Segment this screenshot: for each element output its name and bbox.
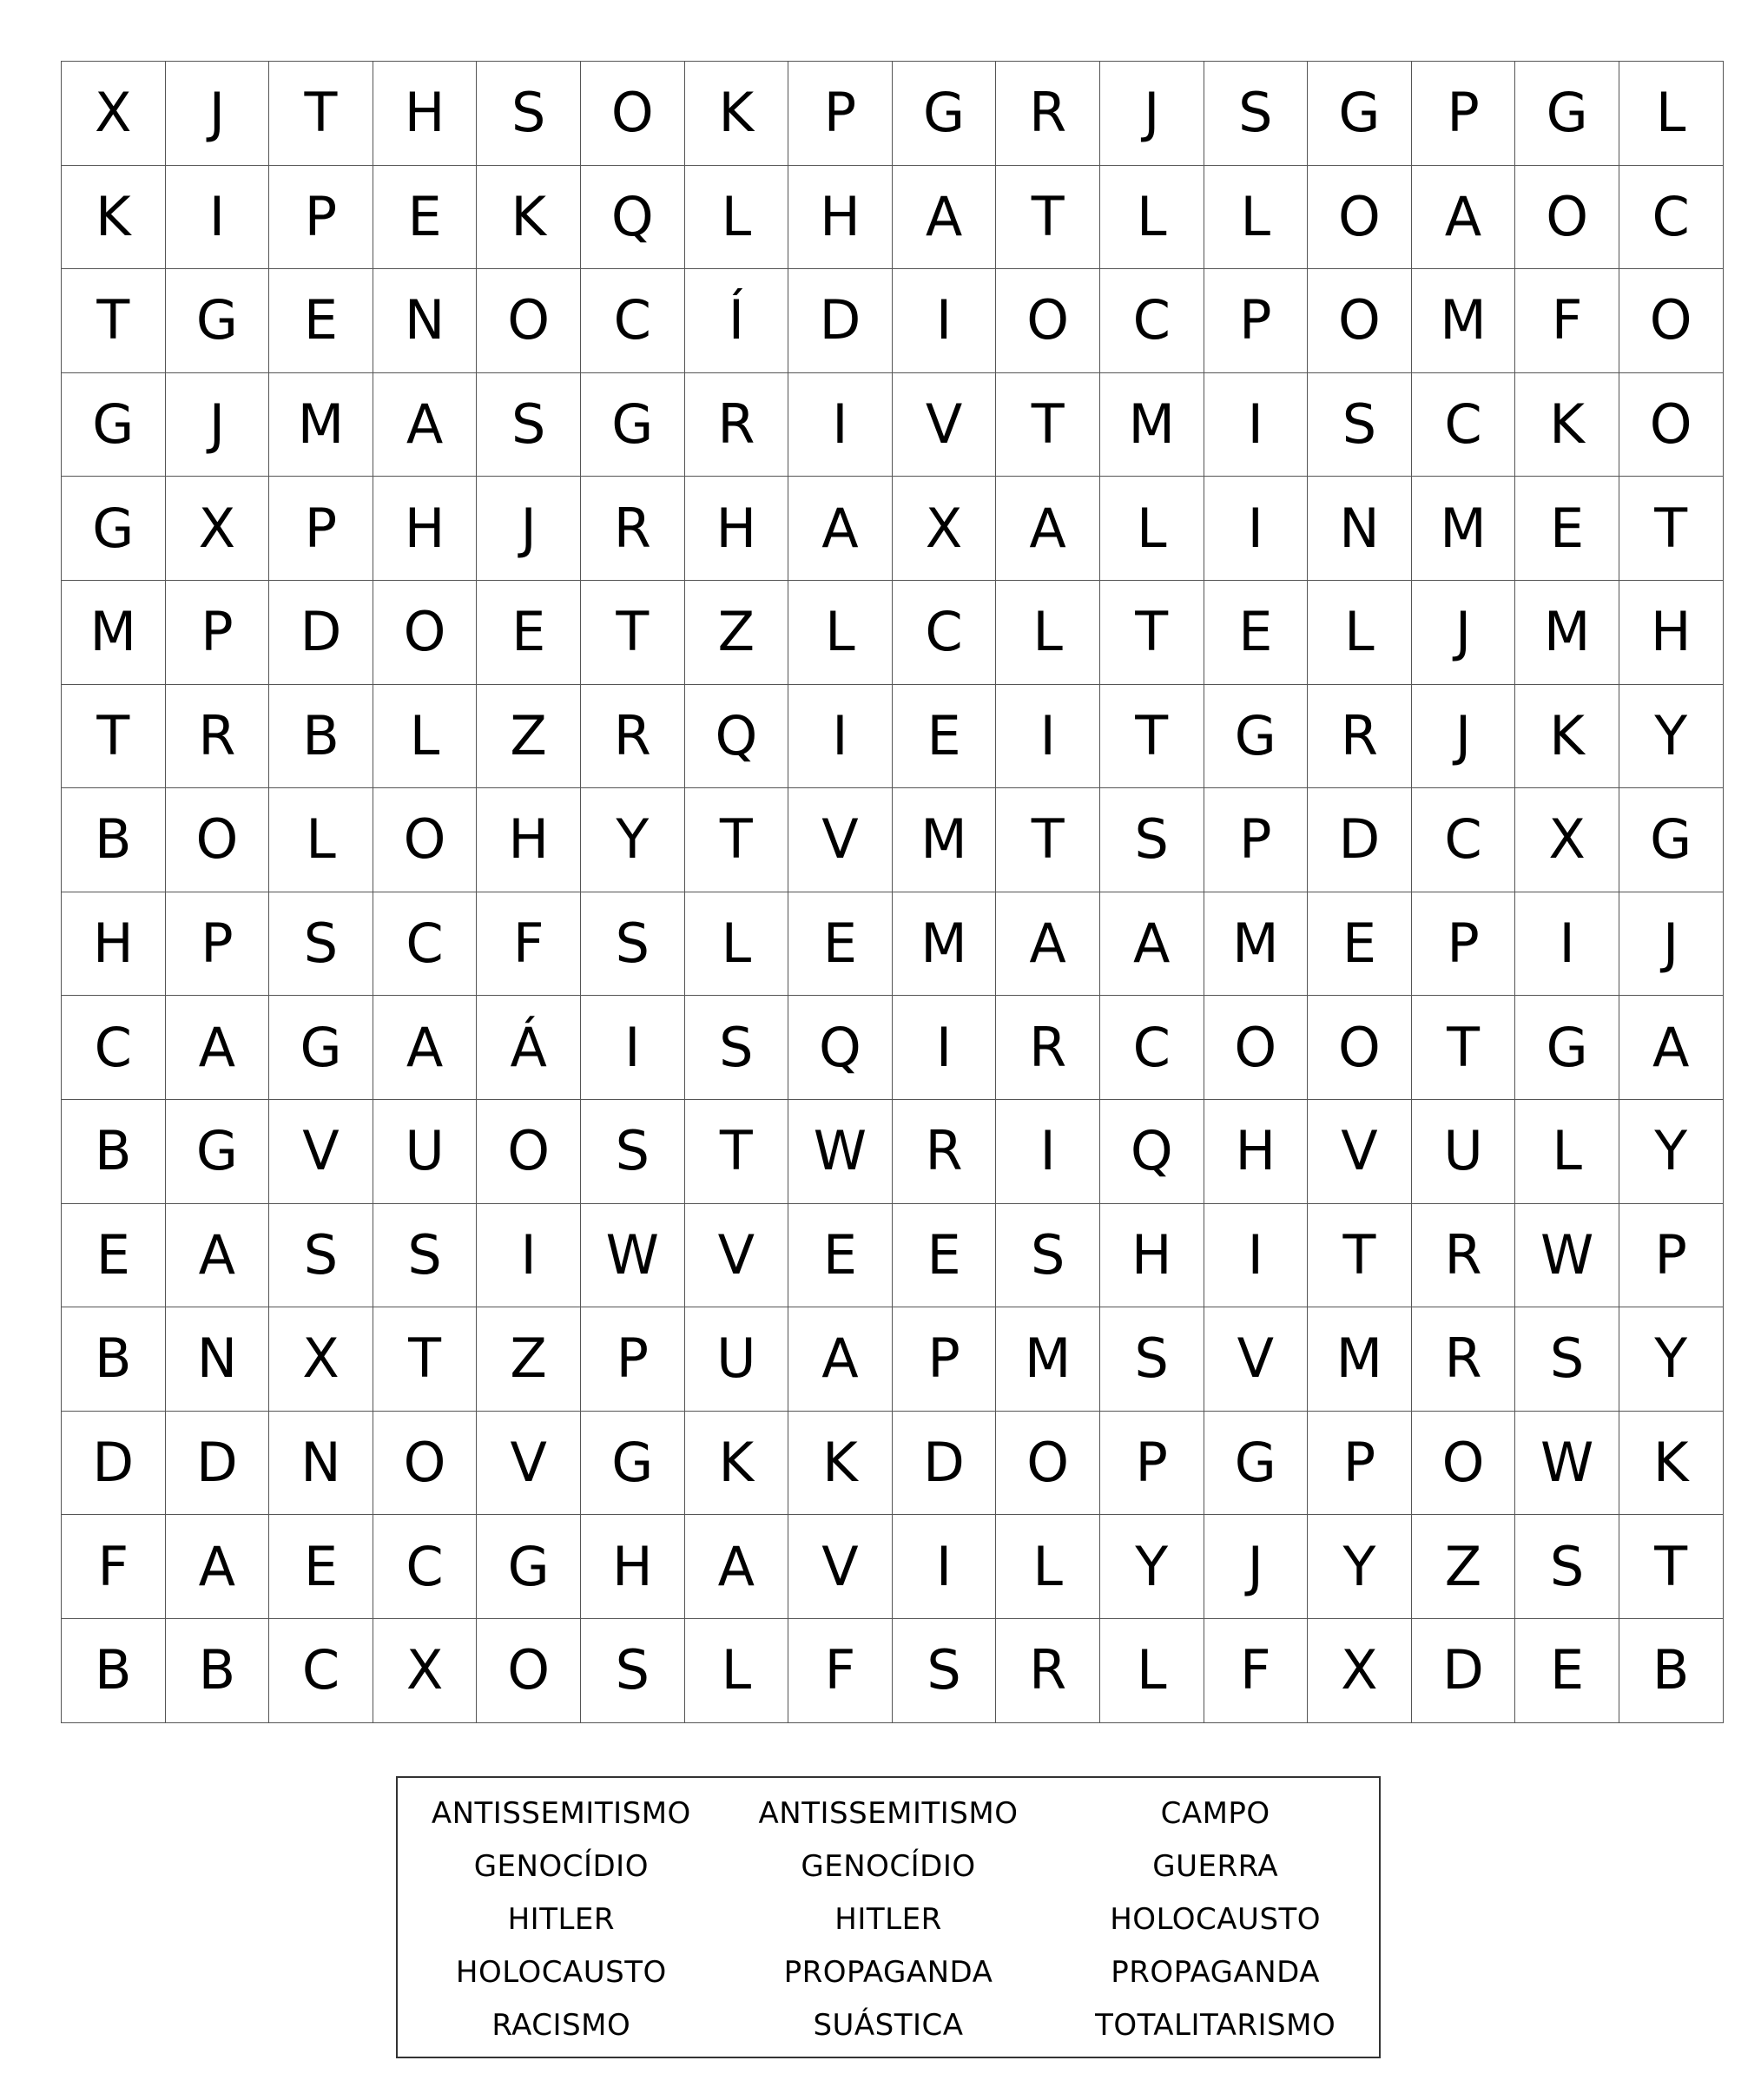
grid-cell[interactable]: E bbox=[1204, 581, 1309, 685]
grid-cell[interactable]: W bbox=[788, 1100, 893, 1204]
grid-cell[interactable]: V bbox=[1308, 1100, 1412, 1204]
grid-cell[interactable]: C bbox=[581, 269, 685, 373]
grid-cell[interactable]: D bbox=[166, 1412, 270, 1516]
grid-cell[interactable]: I bbox=[893, 1515, 997, 1619]
grid-cell[interactable]: H bbox=[1204, 1100, 1309, 1204]
grid-cell[interactable]: Z bbox=[477, 1307, 581, 1412]
grid-cell[interactable]: G bbox=[581, 1412, 685, 1516]
grid-cell[interactable]: O bbox=[373, 1412, 478, 1516]
grid-cell[interactable]: H bbox=[373, 477, 478, 581]
grid-cell[interactable]: R bbox=[996, 1619, 1100, 1723]
grid-cell[interactable]: G bbox=[1204, 685, 1309, 789]
grid-cell[interactable]: S bbox=[373, 1204, 478, 1308]
grid-cell[interactable]: E bbox=[893, 1204, 997, 1308]
word-list-item: ANTISSEMITISMO bbox=[758, 1795, 1019, 1831]
grid-cell[interactable]: V bbox=[1204, 1307, 1309, 1412]
grid-cell[interactable]: I bbox=[1204, 373, 1309, 477]
grid-cell[interactable]: Y bbox=[1308, 1515, 1412, 1619]
word-list-item: CAMPO bbox=[1160, 1795, 1270, 1831]
grid-cell[interactable]: V bbox=[477, 1412, 581, 1516]
grid-cell[interactable]: O bbox=[1412, 1412, 1516, 1516]
grid-cell[interactable]: S bbox=[996, 1204, 1100, 1308]
word-list-item: ANTISSEMITISMO bbox=[431, 1795, 691, 1831]
grid-cell[interactable]: A bbox=[1100, 892, 1204, 997]
grid-cell[interactable]: S bbox=[477, 62, 581, 166]
grid-cell[interactable]: T bbox=[1619, 477, 1724, 581]
grid-cell[interactable]: E bbox=[1515, 477, 1619, 581]
grid-cell[interactable]: X bbox=[373, 1619, 478, 1723]
grid-cell[interactable]: S bbox=[581, 1619, 685, 1723]
grid-cell[interactable]: L bbox=[685, 166, 789, 270]
grid-cell[interactable]: T bbox=[1308, 1204, 1412, 1308]
grid-cell[interactable]: Y bbox=[1100, 1515, 1204, 1619]
grid-cell[interactable]: G bbox=[1515, 996, 1619, 1100]
grid-cell[interactable]: R bbox=[1412, 1307, 1516, 1412]
grid-cell[interactable]: I bbox=[1204, 1204, 1309, 1308]
grid-cell[interactable]: A bbox=[373, 996, 478, 1100]
grid-cell[interactable]: E bbox=[269, 1515, 373, 1619]
grid-cell[interactable]: P bbox=[893, 1307, 997, 1412]
grid-cell[interactable]: A bbox=[996, 477, 1100, 581]
grid-cell[interactable]: Í bbox=[685, 269, 789, 373]
grid-cell[interactable]: O bbox=[1308, 269, 1412, 373]
grid-cell[interactable]: O bbox=[373, 788, 478, 892]
grid-cell[interactable]: J bbox=[1100, 62, 1204, 166]
grid-cell[interactable]: G bbox=[477, 1515, 581, 1619]
grid-cell[interactable]: G bbox=[1204, 1412, 1309, 1516]
grid-cell[interactable]: M bbox=[1412, 269, 1516, 373]
grid-cell[interactable]: T bbox=[581, 581, 685, 685]
grid-cell[interactable]: F bbox=[1204, 1619, 1309, 1723]
grid-cell[interactable]: Z bbox=[685, 581, 789, 685]
grid-cell[interactable]: R bbox=[996, 62, 1100, 166]
grid-cell[interactable]: L bbox=[1100, 166, 1204, 270]
grid-cell[interactable]: H bbox=[62, 892, 166, 997]
grid-cell[interactable]: U bbox=[1412, 1100, 1516, 1204]
grid-cell[interactable]: P bbox=[581, 1307, 685, 1412]
grid-cell[interactable]: I bbox=[1515, 892, 1619, 997]
grid-cell[interactable]: O bbox=[477, 1619, 581, 1723]
grid-cell[interactable]: Y bbox=[1619, 1100, 1724, 1204]
grid-cell[interactable]: O bbox=[1308, 996, 1412, 1100]
grid-cell[interactable]: G bbox=[166, 269, 270, 373]
grid-cell[interactable]: A bbox=[1619, 996, 1724, 1100]
grid-cell[interactable]: K bbox=[62, 166, 166, 270]
grid-cell[interactable]: H bbox=[1619, 581, 1724, 685]
grid-cell[interactable]: X bbox=[62, 62, 166, 166]
grid-cell[interactable]: M bbox=[1204, 892, 1309, 997]
grid-cell[interactable]: O bbox=[581, 62, 685, 166]
word-list-item: GENOCÍDIO bbox=[473, 1848, 649, 1884]
grid-cell[interactable]: R bbox=[166, 685, 270, 789]
grid-cell[interactable]: N bbox=[1308, 477, 1412, 581]
grid-cell[interactable]: M bbox=[893, 788, 997, 892]
grid-cell[interactable]: X bbox=[1515, 788, 1619, 892]
grid-cell[interactable]: X bbox=[893, 477, 997, 581]
grid-cell[interactable]: H bbox=[1100, 1204, 1204, 1308]
grid-cell[interactable]: O bbox=[1619, 373, 1724, 477]
grid-cell[interactable]: K bbox=[1515, 685, 1619, 789]
grid-cell[interactable]: C bbox=[893, 581, 997, 685]
grid-cell[interactable]: I bbox=[581, 996, 685, 1100]
grid-cell[interactable]: J bbox=[477, 477, 581, 581]
grid-cell[interactable]: R bbox=[685, 373, 789, 477]
grid-cell[interactable]: J bbox=[166, 62, 270, 166]
grid-cell[interactable]: F bbox=[477, 892, 581, 997]
grid-cell[interactable]: W bbox=[581, 1204, 685, 1308]
grid-cell[interactable]: M bbox=[893, 892, 997, 997]
grid-cell[interactable]: T bbox=[1619, 1515, 1724, 1619]
grid-cell[interactable]: L bbox=[685, 892, 789, 997]
grid-cell[interactable]: F bbox=[1515, 269, 1619, 373]
grid-cell[interactable]: H bbox=[581, 1515, 685, 1619]
grid-cell[interactable]: E bbox=[373, 166, 478, 270]
grid-cell[interactable]: V bbox=[685, 1204, 789, 1308]
grid-cell[interactable]: L bbox=[269, 788, 373, 892]
grid-cell[interactable]: L bbox=[1100, 1619, 1204, 1723]
grid-cell[interactable]: T bbox=[1412, 996, 1516, 1100]
grid-cell[interactable]: G bbox=[269, 996, 373, 1100]
grid-cell[interactable]: P bbox=[1619, 1204, 1724, 1308]
grid-cell[interactable]: E bbox=[62, 1204, 166, 1308]
grid-cell[interactable]: B bbox=[62, 788, 166, 892]
grid-cell[interactable]: P bbox=[788, 62, 893, 166]
grid-cell[interactable]: L bbox=[1204, 166, 1309, 270]
grid-cell[interactable]: B bbox=[1619, 1619, 1724, 1723]
grid-cell[interactable]: K bbox=[1619, 1412, 1724, 1516]
grid-cell[interactable]: F bbox=[62, 1515, 166, 1619]
grid-cell[interactable]: O bbox=[996, 269, 1100, 373]
word-list-item: PROPAGANDA bbox=[1111, 1954, 1321, 1990]
grid-cell[interactable]: C bbox=[1412, 788, 1516, 892]
grid-cell[interactable]: U bbox=[373, 1100, 478, 1204]
grid-cell[interactable]: P bbox=[1204, 269, 1309, 373]
grid-cell[interactable]: C bbox=[373, 1515, 478, 1619]
grid-cell[interactable]: O bbox=[996, 1412, 1100, 1516]
grid-cell[interactable]: J bbox=[1619, 892, 1724, 997]
grid-cell[interactable]: L bbox=[373, 685, 478, 789]
grid-cell[interactable]: S bbox=[1308, 373, 1412, 477]
grid-cell[interactable]: T bbox=[1100, 685, 1204, 789]
grid-cell[interactable]: C bbox=[1619, 166, 1724, 270]
grid-cell[interactable]: C bbox=[1100, 269, 1204, 373]
grid-cell[interactable]: B bbox=[166, 1619, 270, 1723]
grid-cell[interactable]: X bbox=[1308, 1619, 1412, 1723]
grid-cell[interactable]: O bbox=[477, 269, 581, 373]
grid-cell[interactable]: O bbox=[1515, 166, 1619, 270]
grid-cell[interactable]: S bbox=[1515, 1307, 1619, 1412]
grid-cell[interactable]: T bbox=[685, 788, 789, 892]
grid-cell[interactable]: V bbox=[788, 788, 893, 892]
grid-cell[interactable]: O bbox=[1619, 269, 1724, 373]
grid-cell[interactable]: X bbox=[166, 477, 270, 581]
grid-cell[interactable]: R bbox=[1412, 1204, 1516, 1308]
grid-cell[interactable]: E bbox=[788, 1204, 893, 1308]
grid-cell[interactable]: M bbox=[1100, 373, 1204, 477]
grid-cell[interactable]: T bbox=[996, 373, 1100, 477]
grid-cell[interactable]: B bbox=[62, 1100, 166, 1204]
grid-cell[interactable]: C bbox=[62, 996, 166, 1100]
grid-cell[interactable]: K bbox=[1515, 373, 1619, 477]
grid-cell[interactable]: O bbox=[1308, 166, 1412, 270]
grid-cell[interactable]: S bbox=[893, 1619, 997, 1723]
grid-cell[interactable]: V bbox=[893, 373, 997, 477]
grid-cell[interactable]: T bbox=[62, 685, 166, 789]
grid-cell[interactable]: V bbox=[788, 1515, 893, 1619]
word-list bbox=[396, 1776, 1381, 2058]
grid-cell[interactable]: C bbox=[269, 1619, 373, 1723]
grid-cell[interactable]: L bbox=[685, 1619, 789, 1723]
grid-cell[interactable]: A bbox=[166, 1515, 270, 1619]
grid-cell[interactable]: A bbox=[893, 166, 997, 270]
word-list-item: PROPAGANDA bbox=[783, 1954, 993, 1990]
word-list-item: TOTALITARISMO bbox=[1095, 2007, 1336, 2043]
grid-cell[interactable]: E bbox=[269, 269, 373, 373]
word-list-item: GENOCÍDIO bbox=[801, 1848, 976, 1884]
grid-cell[interactable]: M bbox=[996, 1307, 1100, 1412]
grid-cell[interactable]: Y bbox=[1619, 685, 1724, 789]
grid-cell[interactable]: N bbox=[373, 269, 478, 373]
grid-cell[interactable]: N bbox=[269, 1412, 373, 1516]
grid-cell[interactable]: I bbox=[477, 1204, 581, 1308]
grid-cell[interactable]: P bbox=[1204, 788, 1309, 892]
grid-cell[interactable]: J bbox=[1412, 581, 1516, 685]
grid-cell[interactable]: L bbox=[996, 581, 1100, 685]
grid-cell[interactable]: T bbox=[685, 1100, 789, 1204]
grid-cell[interactable]: I bbox=[893, 269, 997, 373]
word-list-item: HOLOCAUSTO bbox=[455, 1954, 667, 1990]
grid-cell[interactable]: R bbox=[996, 996, 1100, 1100]
grid-cell[interactable]: I bbox=[1204, 477, 1309, 581]
grid-cell[interactable]: H bbox=[788, 166, 893, 270]
grid-cell[interactable]: D bbox=[269, 581, 373, 685]
grid-cell[interactable]: N bbox=[166, 1307, 270, 1412]
letter-grid bbox=[61, 61, 1724, 1723]
grid-cell[interactable]: P bbox=[269, 166, 373, 270]
grid-cell[interactable]: G bbox=[1308, 62, 1412, 166]
grid-cell[interactable]: V bbox=[269, 1100, 373, 1204]
grid-cell[interactable]: J bbox=[1412, 685, 1516, 789]
grid-cell[interactable]: I bbox=[788, 685, 893, 789]
grid-cell[interactable]: B bbox=[62, 1307, 166, 1412]
grid-cell[interactable]: H bbox=[685, 477, 789, 581]
grid-cell[interactable]: M bbox=[1412, 477, 1516, 581]
grid-cell[interactable]: D bbox=[62, 1412, 166, 1516]
grid-cell[interactable]: E bbox=[1515, 1619, 1619, 1723]
grid-cell[interactable]: K bbox=[685, 1412, 789, 1516]
grid-cell[interactable]: Á bbox=[477, 996, 581, 1100]
grid-cell[interactable]: A bbox=[1412, 166, 1516, 270]
grid-cell[interactable]: D bbox=[1412, 1619, 1516, 1723]
grid-cell[interactable]: G bbox=[893, 62, 997, 166]
grid-cell[interactable]: O bbox=[1204, 996, 1309, 1100]
grid-cell[interactable]: J bbox=[166, 373, 270, 477]
grid-cell[interactable]: K bbox=[477, 166, 581, 270]
grid-cell[interactable]: T bbox=[62, 269, 166, 373]
grid-cell[interactable]: P bbox=[1100, 1412, 1204, 1516]
grid-cell[interactable]: A bbox=[166, 996, 270, 1100]
grid-cell[interactable]: C bbox=[373, 892, 478, 997]
grid-cell[interactable]: S bbox=[269, 1204, 373, 1308]
grid-cell[interactable]: S bbox=[1204, 62, 1309, 166]
grid-cell[interactable]: R bbox=[1308, 685, 1412, 789]
grid-cell[interactable]: U bbox=[685, 1307, 789, 1412]
grid-cell[interactable]: Z bbox=[1412, 1515, 1516, 1619]
grid-cell[interactable]: Q bbox=[685, 685, 789, 789]
grid-cell[interactable]: S bbox=[1100, 788, 1204, 892]
grid-cell[interactable]: S bbox=[269, 892, 373, 997]
grid-cell[interactable]: P bbox=[166, 581, 270, 685]
grid-cell[interactable]: E bbox=[788, 892, 893, 997]
grid-cell[interactable]: C bbox=[1100, 996, 1204, 1100]
grid-cell[interactable]: G bbox=[581, 373, 685, 477]
word-list-item: RACISMO bbox=[491, 2007, 631, 2043]
grid-cell[interactable]: G bbox=[1515, 62, 1619, 166]
grid-cell[interactable]: B bbox=[62, 1619, 166, 1723]
grid-cell[interactable]: Y bbox=[581, 788, 685, 892]
grid-cell[interactable]: T bbox=[996, 788, 1100, 892]
grid-cell[interactable]: S bbox=[1100, 1307, 1204, 1412]
grid-cell[interactable]: M bbox=[1515, 581, 1619, 685]
grid-cell[interactable]: A bbox=[685, 1515, 789, 1619]
grid-cell[interactable]: I bbox=[996, 1100, 1100, 1204]
grid-cell[interactable]: I bbox=[788, 373, 893, 477]
grid-cell[interactable]: L bbox=[1308, 581, 1412, 685]
word-list-item: SUÁSTICA bbox=[813, 2007, 964, 2043]
grid-cell[interactable]: G bbox=[1619, 788, 1724, 892]
grid-cell[interactable]: S bbox=[685, 996, 789, 1100]
grid-cell[interactable]: H bbox=[373, 62, 478, 166]
word-list-item: HITLER bbox=[507, 1901, 616, 1937]
grid-cell[interactable]: B bbox=[269, 685, 373, 789]
grid-cell[interactable]: T bbox=[996, 166, 1100, 270]
grid-cell[interactable]: P bbox=[1308, 1412, 1412, 1516]
grid-cell[interactable]: D bbox=[788, 269, 893, 373]
grid-cell[interactable]: L bbox=[1515, 1100, 1619, 1204]
grid-cell[interactable]: D bbox=[893, 1412, 997, 1516]
grid-cell[interactable]: G bbox=[166, 1100, 270, 1204]
grid-cell[interactable]: O bbox=[373, 581, 478, 685]
word-list-item: HOLOCAUSTO bbox=[1110, 1901, 1322, 1937]
grid-cell[interactable]: Q bbox=[1100, 1100, 1204, 1204]
grid-cell[interactable]: M bbox=[62, 581, 166, 685]
grid-cell[interactable]: P bbox=[269, 477, 373, 581]
grid-cell[interactable]: S bbox=[1515, 1515, 1619, 1619]
grid-cell[interactable]: A bbox=[373, 373, 478, 477]
grid-cell[interactable]: X bbox=[269, 1307, 373, 1412]
grid-cell[interactable]: Q bbox=[788, 996, 893, 1100]
word-list-item: GUERRA bbox=[1152, 1848, 1279, 1884]
grid-cell[interactable]: P bbox=[1412, 62, 1516, 166]
grid-cell[interactable]: R bbox=[893, 1100, 997, 1204]
grid-cell[interactable]: C bbox=[1412, 373, 1516, 477]
grid-cell[interactable]: L bbox=[788, 581, 893, 685]
grid-cell[interactable]: I bbox=[166, 166, 270, 270]
grid-cell[interactable]: G bbox=[62, 477, 166, 581]
grid-cell[interactable]: L bbox=[1100, 477, 1204, 581]
grid-cell[interactable]: H bbox=[477, 788, 581, 892]
grid-cell[interactable]: W bbox=[1515, 1204, 1619, 1308]
grid-cell[interactable]: A bbox=[166, 1204, 270, 1308]
grid-cell[interactable]: F bbox=[788, 1619, 893, 1723]
grid-cell[interactable]: P bbox=[166, 892, 270, 997]
grid-cell[interactable]: A bbox=[788, 1307, 893, 1412]
grid-cell[interactable]: L bbox=[996, 1515, 1100, 1619]
grid-cell[interactable]: K bbox=[788, 1412, 893, 1516]
grid-cell[interactable]: I bbox=[996, 685, 1100, 789]
grid-cell[interactable]: A bbox=[788, 477, 893, 581]
grid-cell[interactable]: R bbox=[581, 685, 685, 789]
grid-cell[interactable]: S bbox=[477, 373, 581, 477]
grid-cell[interactable]: T bbox=[269, 62, 373, 166]
word-list-item: HITLER bbox=[834, 1901, 942, 1937]
grid-cell[interactable]: D bbox=[1308, 788, 1412, 892]
grid-cell[interactable]: P bbox=[1412, 892, 1516, 997]
grid-cell[interactable]: O bbox=[166, 788, 270, 892]
grid-cell[interactable]: T bbox=[1100, 581, 1204, 685]
grid-cell[interactable]: G bbox=[62, 373, 166, 477]
grid-cell[interactable]: T bbox=[373, 1307, 478, 1412]
grid-cell[interactable]: Y bbox=[1619, 1307, 1724, 1412]
grid-cell[interactable]: W bbox=[1515, 1412, 1619, 1516]
grid-cell[interactable]: K bbox=[685, 62, 789, 166]
grid-cell[interactable]: S bbox=[581, 1100, 685, 1204]
grid-cell[interactable]: A bbox=[996, 892, 1100, 997]
grid-cell[interactable]: L bbox=[1619, 62, 1724, 166]
grid-cell[interactable]: I bbox=[893, 996, 997, 1100]
grid-cell[interactable]: E bbox=[477, 581, 581, 685]
grid-cell[interactable]: M bbox=[1308, 1307, 1412, 1412]
grid-cell[interactable]: S bbox=[581, 892, 685, 997]
grid-cell[interactable]: Q bbox=[581, 166, 685, 270]
grid-cell[interactable]: E bbox=[893, 685, 997, 789]
grid-cell[interactable]: M bbox=[269, 373, 373, 477]
grid-cell[interactable]: Z bbox=[477, 685, 581, 789]
grid-cell[interactable]: E bbox=[1308, 892, 1412, 997]
grid-cell[interactable]: R bbox=[581, 477, 685, 581]
grid-cell[interactable]: J bbox=[1204, 1515, 1309, 1619]
grid-cell[interactable]: O bbox=[477, 1100, 581, 1204]
